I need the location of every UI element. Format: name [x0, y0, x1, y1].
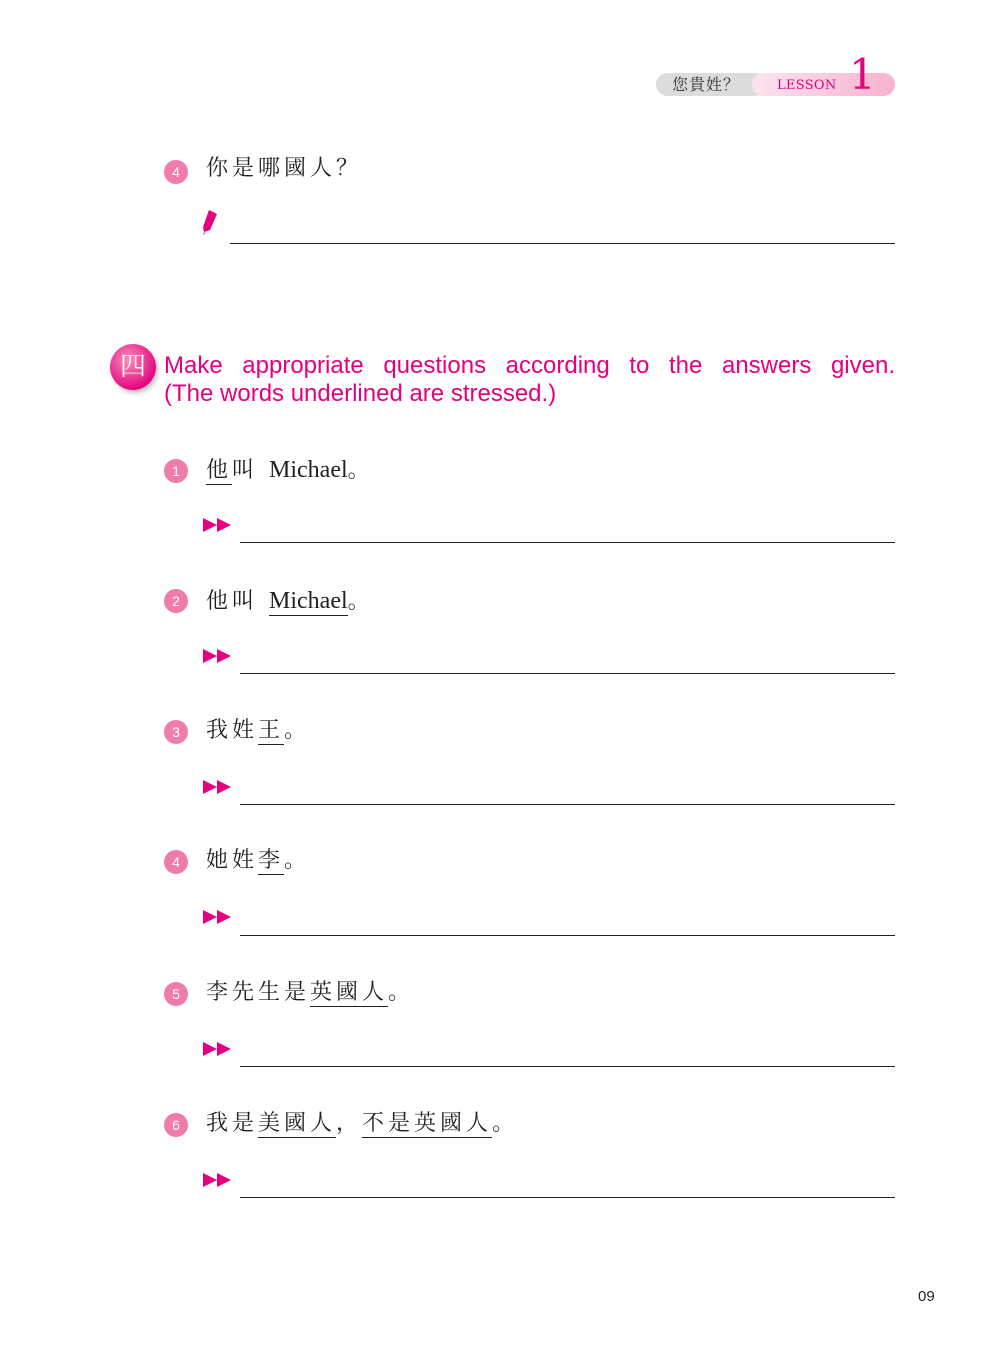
stressed-word: Michael — [269, 588, 348, 614]
answer-line[interactable] — [240, 673, 895, 674]
stressed-word: 王 — [258, 718, 285, 743]
question-text — [206, 716, 310, 746]
question-text-end: 。 — [284, 718, 311, 743]
answer-line[interactable] — [240, 804, 895, 805]
prev-question-text: 你是哪國人？ — [206, 156, 363, 181]
answer-line[interactable] — [240, 1066, 895, 1067]
double-arrow-icon — [203, 518, 233, 532]
stressed-word: 他 — [206, 458, 233, 483]
header-lesson-number: 1 — [849, 50, 876, 99]
instruction-line-1: Make appropriate questions according to the answers given. — [164, 352, 895, 379]
page-number: 09 — [918, 1288, 935, 1305]
question-text-end: 。 — [492, 1111, 519, 1136]
item-number-circle: 4 — [164, 850, 188, 874]
item-number-circle: 4 — [164, 160, 188, 184]
question-text-part: Michael — [269, 457, 348, 483]
item-number-circle: 1 — [164, 459, 188, 483]
item-number-circle: 5 — [164, 982, 188, 1006]
stressed-word: 美國人 — [258, 1111, 337, 1136]
double-arrow-icon — [203, 1173, 233, 1187]
question-text-part: 叫 — [232, 458, 270, 483]
stressed-word: 不是英國人 — [362, 1111, 493, 1136]
question-text — [206, 455, 374, 486]
answer-line[interactable] — [230, 243, 895, 244]
question-text-end: 。 — [284, 848, 311, 873]
pencil-icon — [201, 208, 219, 236]
question-text-part: 她姓 — [206, 848, 259, 873]
double-arrow-icon — [203, 1042, 233, 1056]
item-number-circle: 6 — [164, 1113, 188, 1137]
question-text — [206, 1109, 518, 1139]
question-text-part: 我姓 — [206, 718, 259, 743]
double-arrow-icon — [203, 649, 233, 663]
question-text-part: ， — [336, 1111, 363, 1136]
answer-line[interactable] — [240, 1197, 895, 1198]
item-number-circle: 3 — [164, 720, 188, 744]
question-text-end: 。 — [347, 589, 374, 614]
header-title: 您貴姓？ — [672, 75, 741, 94]
header-lesson-label: LESSON — [777, 78, 837, 93]
question-text-part: 李先生是 — [206, 980, 311, 1005]
question-text — [206, 846, 310, 876]
stressed-word: 英國人 — [310, 980, 389, 1005]
question-text-part: 他叫 — [206, 589, 269, 614]
answer-line[interactable] — [240, 542, 895, 543]
double-arrow-icon — [203, 780, 233, 794]
question-text — [206, 586, 374, 617]
instruction-line-2: (The words underlined are stressed.) — [164, 380, 557, 407]
section-instruction — [164, 352, 895, 408]
item-number-circle: 2 — [164, 589, 188, 613]
answer-line[interactable] — [240, 935, 895, 936]
question-text-part: 我是 — [206, 1111, 259, 1136]
section-number-badge: 四 — [110, 344, 156, 390]
stressed-word: 李 — [258, 848, 285, 873]
question-text-end: 。 — [347, 458, 374, 483]
question-text — [206, 978, 414, 1008]
double-arrow-icon — [203, 910, 233, 924]
question-text-end: 。 — [388, 980, 415, 1005]
